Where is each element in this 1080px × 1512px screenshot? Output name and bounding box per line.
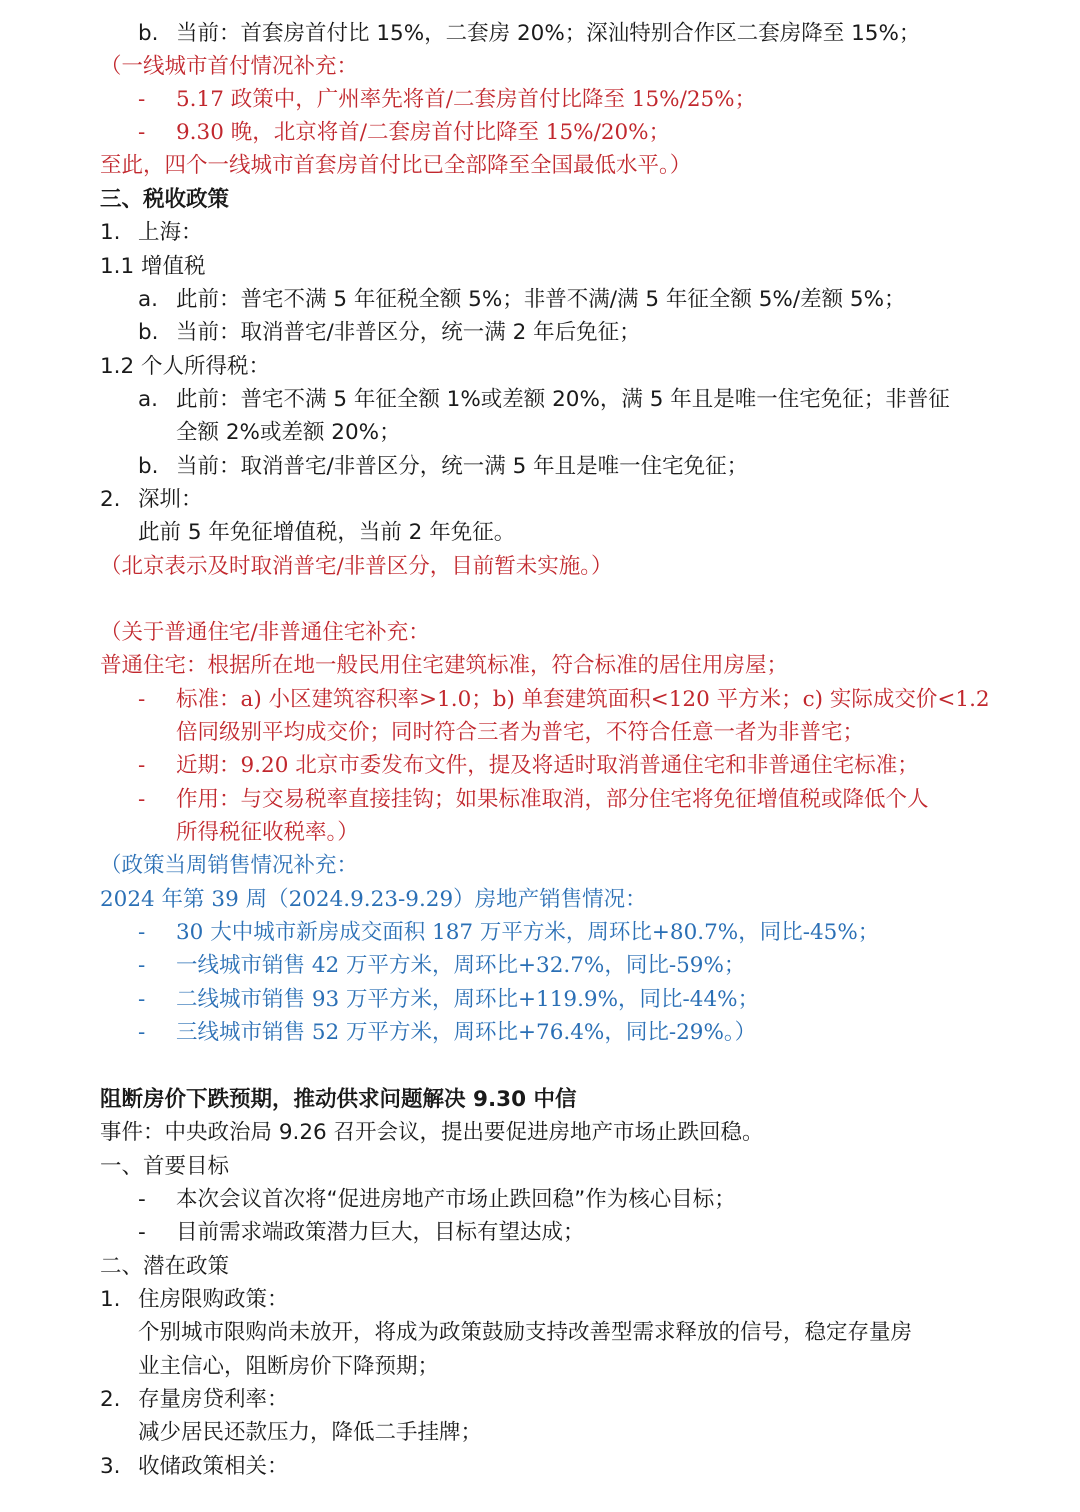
list-marker: - [138, 1220, 146, 1245]
line-text: 至此，四个一线城市首套房首付比已全部降至全国最低水平。） [100, 153, 692, 178]
line-text: 深圳： [138, 487, 203, 512]
line-text: 当前：首套房首付比 15%，二套房 20%；深汕特别合作区二套房降至 15%； [176, 21, 921, 46]
line-text: 存量房贷利率： [138, 1387, 289, 1412]
list-marker: - [138, 1020, 146, 1045]
line-text: 三、税收政策 [100, 187, 230, 212]
line-text: 普通住宅：根据所在地一般民用住宅建筑标准，符合标准的居住用房屋； [100, 653, 789, 678]
line-text: 此前 5 年免征增值税，当前 2 年免征。 [138, 520, 516, 545]
line-text: 收储政策相关： [138, 1454, 289, 1479]
list-marker: a. [138, 387, 159, 412]
line-text: 此前：普宅不满 5 年征税全额 5%；非普不满/满 5 年征全额 5%/差额 5%； [176, 287, 906, 312]
list-marker: - [138, 953, 146, 978]
line-text: 9.30 晚，北京将首/二套房首付比降至 15%/20%； [176, 120, 671, 145]
line-text: 当前：取消普宅/非普区分，统一满 2 年后免征； [176, 320, 641, 345]
list-marker: - [138, 87, 146, 112]
line-text: 业主信心，阻断房价下降预期； [138, 1354, 440, 1379]
line-text: 上海： [138, 220, 203, 245]
line-text: （关于普通住宅/非普通住宅补充： [100, 620, 430, 645]
line-text: 阻断房价下跌预期，推动供求问题解决 9.30 中信 [100, 1087, 577, 1112]
line-text: 5.17 政策中，广州率先将首/二套房首付比降至 15%/25%； [176, 87, 757, 112]
line-text: 2024 年第 39 周（2024.9.23-9.29）房地产销售情况： [100, 887, 647, 912]
line-text: 减少居民还款压力，降低二手挂牌； [138, 1420, 483, 1445]
line-text: 1.1 增值税 [100, 254, 206, 279]
line-text: 个别城市限购尚未放开，将成为政策鼓励支持改善型需求释放的信号，稳定存量房 [138, 1320, 913, 1345]
line-text: 30 大中城市新房成交面积 187 万平方米，周环比+80.7%，同比-45%； [176, 920, 880, 945]
list-marker: a. [138, 287, 159, 312]
line-text: 1.2 个人所得税： [100, 354, 271, 379]
list-marker: b. [138, 320, 159, 345]
line-text: 作用：与交易税率直接挂钩；如果标准取消，部分住宅将免征增值税或降低个人 [176, 787, 929, 812]
line-text: （北京表示及时取消普宅/非普区分，目前暂未实施。） [100, 554, 613, 579]
list-marker: - [138, 987, 146, 1012]
line-text: 一线城市销售 42 万平方米，周环比+32.7%，同比-59%； [176, 953, 746, 978]
line-text: 本次会议首次将“促进房地产市场止跌回稳”作为核心目标； [176, 1187, 736, 1212]
list-marker: - [138, 1187, 146, 1212]
list-marker: - [138, 787, 146, 812]
line-text: （一线城市首付情况补充： [100, 54, 359, 79]
line-text: 全额 2%或差额 20%； [176, 420, 401, 445]
list-marker: - [138, 753, 146, 778]
line-text: 住房限购政策： [138, 1287, 289, 1312]
list-marker: b. [138, 21, 159, 46]
line-text: 三线城市销售 52 万平方米，周环比+76.4%，同比-29%。） [176, 1020, 757, 1045]
line-text: 二线城市销售 93 万平方米，周环比+119.9%，同比-44%； [176, 987, 760, 1012]
line-text: 标准：a) 小区建筑容积率>1.0；b) 单套建筑面积<120 平方米；c) 实际成交价<1.2 [176, 687, 990, 712]
list-marker: - [138, 920, 146, 945]
list-marker: - [138, 687, 146, 712]
line-text: 一、首要目标 [100, 1154, 230, 1179]
line-text: （政策当周销售情况补充： [100, 853, 359, 878]
list-marker: 1. [100, 220, 121, 245]
list-marker: - [138, 120, 146, 145]
list-marker: 2. [100, 487, 121, 512]
line-text: 倍同级别平均成交价；同时符合三者为普宅，不符合任意一者为非普宅； [176, 720, 865, 745]
list-marker: 2. [100, 1387, 121, 1412]
line-text: 所得税征收税率。） [176, 820, 359, 845]
list-marker: 1. [100, 1287, 121, 1312]
list-marker: b. [138, 454, 159, 479]
list-marker: 3. [100, 1454, 121, 1479]
line-text: 事件：中央政治局 9.26 召开会议，提出要促进房地产市场止跌回稳。 [100, 1120, 764, 1145]
line-text: 此前：普宅不满 5 年征全额 1%或差额 20%，满 5 年且是唯一住宅免征；非普征 [176, 387, 950, 412]
line-text: 二、潜在政策 [100, 1254, 230, 1279]
line-text: 当前：取消普宅/非普区分，统一满 5 年且是唯一住宅免征； [176, 454, 749, 479]
line-text: 近期：9.20 北京市委发布文件，提及将适时取消普通住宅和非普通住宅标准； [176, 753, 919, 778]
line-text: 目前需求端政策潜力巨大，目标有望达成； [176, 1220, 585, 1245]
